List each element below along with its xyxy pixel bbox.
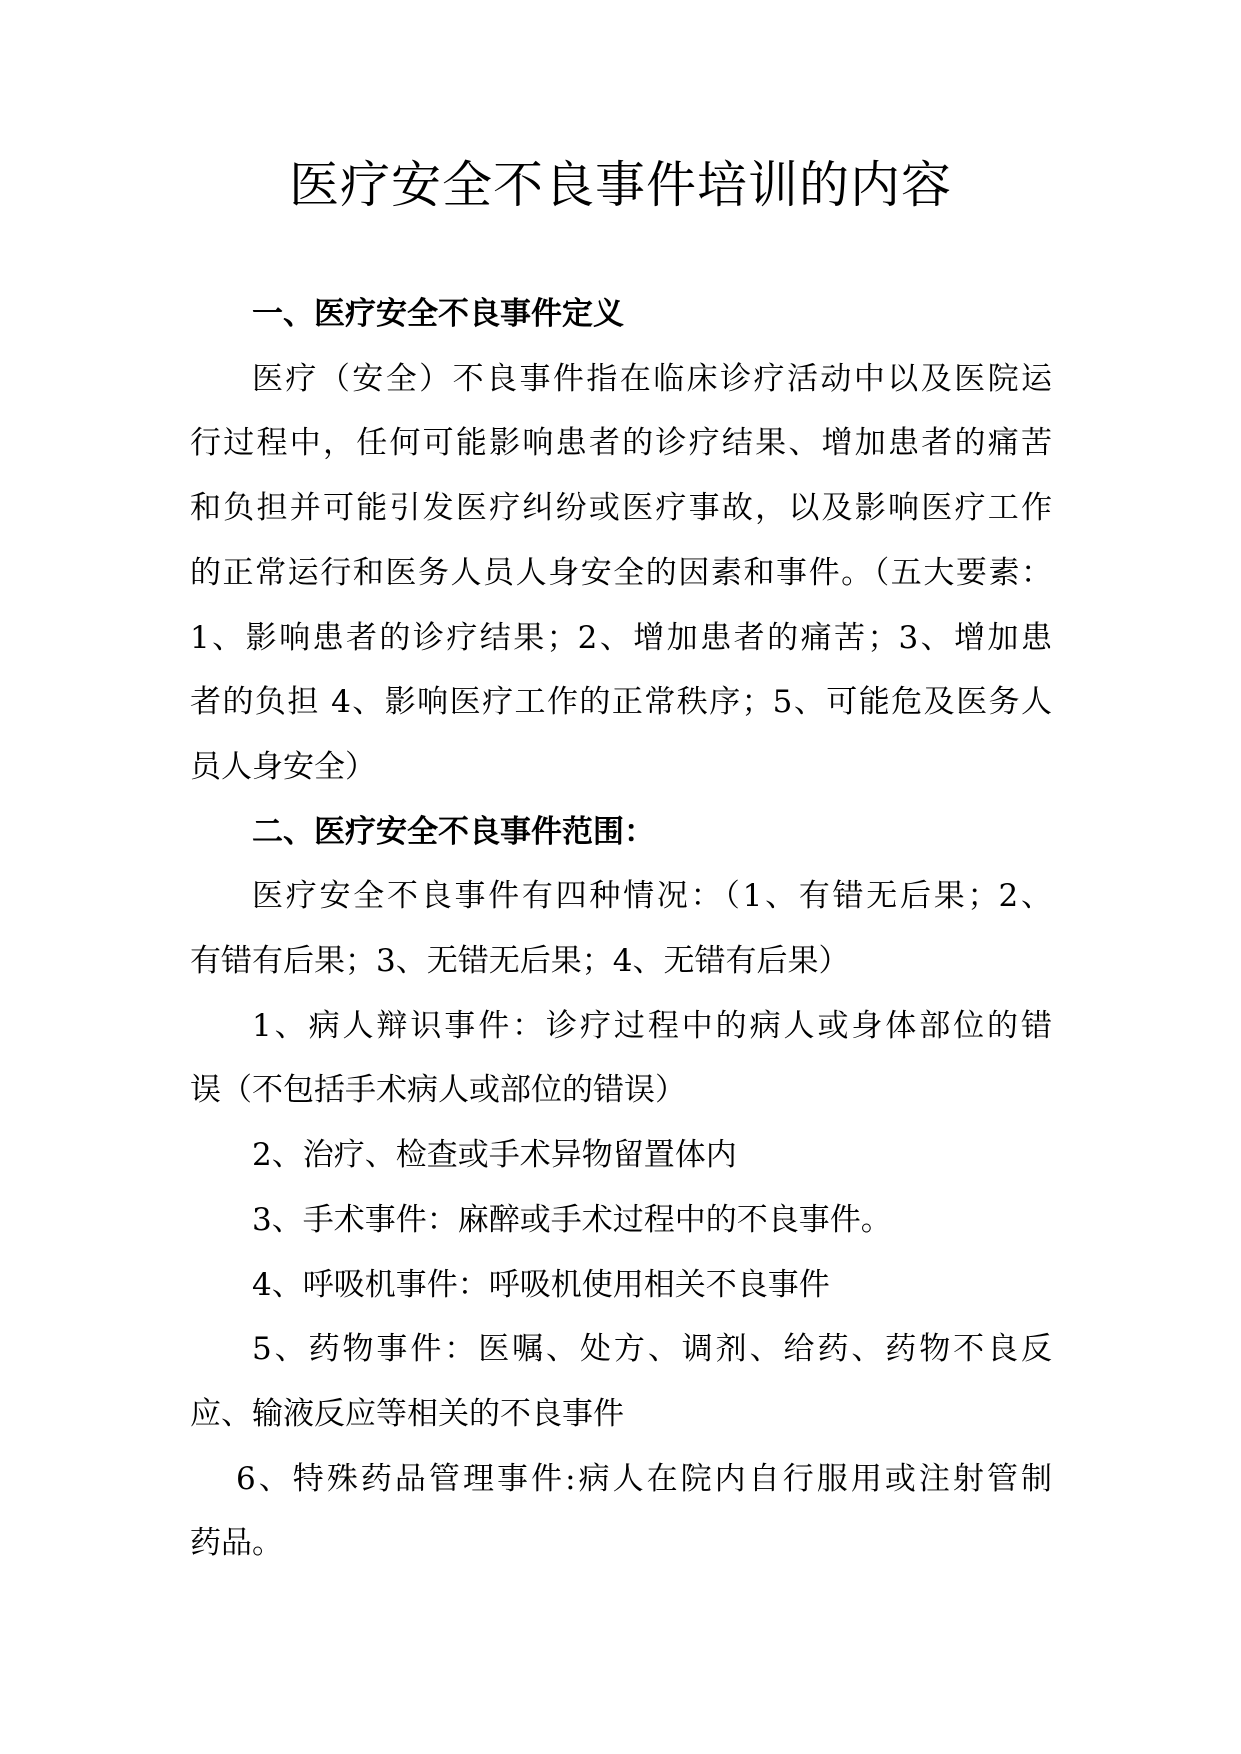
section-heading-definition bbox=[190, 282, 1052, 347]
list-item-drug-event bbox=[190, 1317, 1052, 1446]
text-line: 3、手术事件：麻醉或手术过程中的不良事件。 bbox=[252, 1201, 892, 1238]
text-line: 4、呼吸机事件：呼吸机使用相关不良事件 bbox=[252, 1266, 830, 1303]
list-item-ventilator-event bbox=[190, 1253, 1052, 1318]
text-line: 2、治疗、检查或手术异物留置体内 bbox=[252, 1137, 737, 1174]
document-body bbox=[190, 282, 1052, 1576]
text-line: 1、病人辩识事件：诊疗过程中的病人或身体部位的错 bbox=[252, 1007, 1052, 1044]
paragraph-four-situations bbox=[190, 864, 1052, 993]
list-item-special-drug-event bbox=[190, 1447, 1052, 1576]
list-item-foreign-body bbox=[190, 1123, 1052, 1188]
text-line: 者的负担 4、影响医疗工作的正常秩序；5、可能危及医务人 bbox=[190, 684, 1052, 721]
text-line: 应、输液反应等相关的不良事件 bbox=[190, 1395, 624, 1432]
text-line: 和负担并可能引发医疗纠纷或医疗事故，以及影响医疗工作 bbox=[190, 490, 1052, 527]
text-line: 二、医疗安全不良事件范围： bbox=[252, 813, 655, 850]
text-line: 员人身安全） bbox=[190, 748, 376, 785]
text-line: 药品。 bbox=[190, 1525, 283, 1562]
paragraph-definition bbox=[190, 347, 1052, 800]
text-line: 6、特殊药品管理事件:病人在院内自行服用或注射管制 bbox=[236, 1460, 1052, 1497]
text-line: 医疗（安全）不良事件指在临床诊疗活动中以及医院运 bbox=[252, 360, 1052, 397]
list-item-patient-identification bbox=[190, 994, 1052, 1123]
text-line: 有错有后果；3、无错无后果；4、无错有后果） bbox=[190, 943, 850, 980]
text-line: 5、药物事件：医嘱、处方、调剂、给药、药物不良反 bbox=[252, 1331, 1052, 1368]
list-item-surgical-event bbox=[190, 1188, 1052, 1253]
text-line: 1、影响患者的诊疗结果；2、增加患者的痛苦；3、增加患 bbox=[190, 619, 1052, 656]
text-line: 的正常运行和医务人员人身安全的因素和事件。（五大要素： bbox=[190, 554, 1052, 591]
section-heading-scope bbox=[190, 800, 1052, 865]
text-line: 医疗安全不良事件有四种情况：（1、有错无后果；2、 bbox=[252, 878, 1052, 915]
document-title: 医疗安全不良事件培训的内容 bbox=[289, 156, 952, 214]
text-line: 行过程中，任何可能影响患者的诊疗结果、增加患者的痛苦 bbox=[190, 425, 1052, 462]
text-line: 一、医疗安全不良事件定义 bbox=[252, 296, 624, 332]
text-line: 误（不包括手术病人或部位的错误） bbox=[190, 1072, 686, 1109]
